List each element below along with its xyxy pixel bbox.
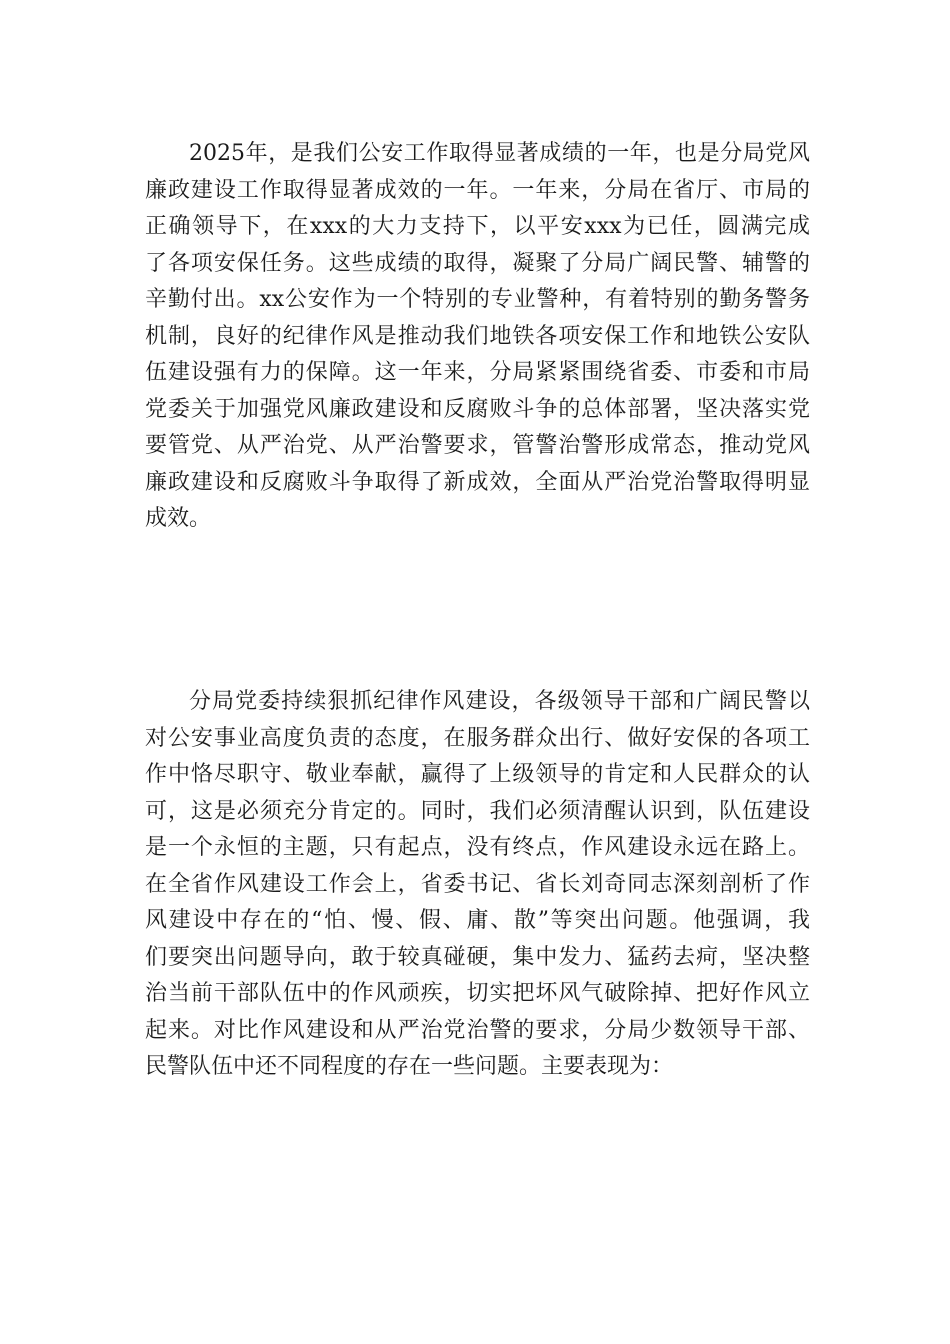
text-line: 对公安事业高度负责的态度，在服务群众出行、做好安保的各项工 — [145, 725, 810, 751]
text-line: 廉政建设工作取得显著成效的一年。一年来，分局在省厅、市局的 — [145, 177, 810, 203]
text-line: 了各项安保任务。这些成绩的取得，凝聚了分局广阔民警、辅警的 — [145, 250, 810, 276]
paragraph-2 — [145, 684, 810, 1086]
text-line: 党委关于加强党风廉政建设和反腐败斗争的总体部署，坚决落实党 — [145, 396, 810, 422]
text-line: 辛勤付出。xx公安作为一个特别的专业警种，有着特别的勤务警务 — [145, 287, 810, 312]
text-line: 起来。对比作风建设和从严治党治警的要求，分局少数领导干部、 — [145, 1017, 810, 1043]
text-line: 廉政建设和反腐败斗争取得了新成效，全面从严治党治警取得明显 — [145, 469, 810, 495]
text-line: 伍建设强有力的保障。这一年来，分局紧紧围绕省委、市委和市局 — [145, 360, 810, 385]
text-line: 们要突出问题导向，敢于较真碰硬，集中发力、猛药去疴，坚决整 — [145, 944, 810, 970]
text-line: 风建设中存在的“怕、慢、假、庸、散”等突出问题。他强调，我 — [145, 908, 810, 933]
text-line: 成效。 — [145, 506, 212, 531]
text-line: 是一个永恒的主题，只有起点，没有终点，作风建设永远在路上。 — [145, 835, 810, 860]
text-line: 机制，良好的纪律作风是推动我们地铁各项安保工作和地铁公安队 — [145, 323, 810, 349]
text-line: 民警队伍中还不同程度的存在一些问题。主要表现为： — [145, 1054, 674, 1079]
text-line: 作中恪尽职守、敬业奉献，赢得了上级领导的肯定和人民群众的认 — [145, 762, 810, 787]
text-line: 要管党、从严治党、从严治警要求，管警治警形成常态，推动党风 — [145, 433, 810, 458]
text-line: 正确领导下，在xxx的大力支持下，以平安xxx为已任，圆满完成 — [145, 214, 810, 239]
text-line: 2025年，是我们公安工作取得显著成绩的一年，也是分局党风 — [189, 141, 810, 166]
text-line: 在全省作风建设工作会上，省委书记、省长刘奇同志深刻剖析了作 — [145, 871, 810, 897]
text-line: 可，这是必须充分肯定的。同时，我们必须清醒认识到，队伍建设 — [145, 798, 810, 824]
text-line: 分局党委持续狠抓纪律作风建设，各级领导干部和广阔民警以 — [189, 689, 810, 714]
text-line: 治当前干部队伍中的作风顽疾，切实把坏风气破除掉、把好作风立 — [145, 981, 810, 1006]
paragraph-1 — [145, 136, 810, 538]
